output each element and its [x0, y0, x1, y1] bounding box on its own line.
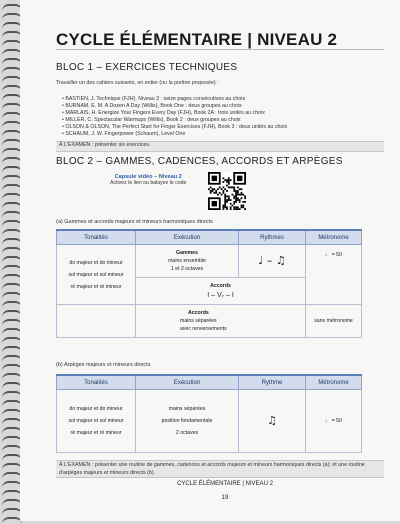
list-item: • MILLER, C. Spectacular Warmups (Willis), Book 2 : deux groupes au choix	[62, 117, 241, 123]
table-b	[56, 374, 362, 453]
column-header: Rythme	[239, 375, 306, 390]
column-header: Exécution	[136, 230, 239, 245]
column-header: Tonalités	[57, 230, 136, 245]
table-row	[57, 305, 362, 338]
page-title: CYCLE ÉLÉMENTAIRE | NIVEAU 2	[56, 30, 338, 49]
qr-code-icon[interactable]	[208, 172, 246, 210]
column-header: Tonalités	[57, 375, 136, 390]
bloc2-heading: BLOC 2 – GAMMES, CADENCES, ACCORDS ET ARPÈGES	[56, 156, 343, 167]
spiral-coil	[2, 58, 22, 65]
table-header-row	[57, 375, 362, 390]
spiral-coil	[2, 166, 22, 173]
list-item: • BASTIEN, J. Technique (FJH), Niveau 2 : seize pages consécutives au choix	[62, 96, 246, 102]
spiral-coil	[2, 76, 22, 83]
spiral-coil	[2, 481, 22, 488]
list-item: • SCHAUM, J. W. Fingerpower (Schaum), Level One	[62, 131, 186, 137]
rhythm-cell: ♫	[239, 390, 306, 453]
spiral-coil	[2, 319, 22, 326]
spiral-coil	[2, 220, 22, 227]
bloc1-list	[62, 96, 382, 138]
spiral-coil	[2, 184, 22, 191]
column-header: Rythmes	[239, 230, 306, 245]
spiral-coil	[2, 103, 22, 110]
spiral-coil	[2, 445, 22, 452]
spiral-coil	[2, 328, 22, 335]
table-a	[56, 229, 362, 338]
spiral-coil	[2, 22, 22, 29]
gammes-cell: Gammes mains ensemble 1 et 2 octaves	[136, 245, 239, 278]
spiral-coil	[2, 418, 22, 425]
bloc1-intro: Travailler un des cahiers suivants, en entier (ou la portion proposée) :	[56, 80, 219, 86]
spiral-coil	[2, 247, 22, 254]
spiral-coil	[2, 274, 22, 281]
column-header: Métronome	[306, 230, 362, 245]
spiral-coil	[2, 400, 22, 407]
spiral-coil	[2, 310, 22, 317]
spiral-coil	[2, 256, 22, 263]
spiral-coil	[2, 49, 22, 56]
title-divider	[56, 49, 384, 50]
spiral-coil	[2, 202, 22, 209]
capsule-title[interactable]: Capsule vidéo – Niveau 2	[114, 174, 182, 180]
metronome-cell: ♩ = 50	[306, 245, 362, 305]
spiral-coil	[2, 85, 22, 92]
spiral-coil	[2, 301, 22, 308]
bloc2-exam-note: À L'EXAMEN : présenter une routine de gammes, cadences et accords majeurs et mineurs harmoniques directs (a); et une routine d'arpèges majeurs et mineurs directs (b).	[56, 460, 384, 478]
spiral-coil	[2, 373, 22, 380]
list-item: • BURNAM, E. M. A Dozen A Day (Willis), Book One : deux groupes au choix	[62, 103, 242, 109]
spiral-coil	[2, 229, 22, 236]
spiral-coil	[2, 193, 22, 200]
table-row	[57, 390, 362, 453]
spiral-coil	[2, 148, 22, 155]
spiral-coil	[2, 211, 22, 218]
spiral-coil	[2, 364, 22, 371]
column-header: Métronome	[306, 375, 362, 390]
spiral-coil	[2, 238, 22, 245]
spiral-coil	[2, 355, 22, 362]
table-b-caption: (b) Arpèges majeurs et mineurs directs	[56, 362, 151, 368]
metronome-cell: sans métronome	[306, 305, 362, 338]
metronome-cell: ♩ = 50	[306, 390, 362, 453]
spiral-coil	[2, 67, 22, 74]
spiral-coil	[2, 436, 22, 443]
list-item: • OLSON & OLSON, The Perfect Start for Finger Exercises (FJH), Book 3 : deux unités au choix	[62, 124, 288, 130]
spiral-coil	[2, 157, 22, 164]
video-capsule[interactable]	[110, 174, 186, 186]
spiral-coil	[2, 112, 22, 119]
spiral-coil	[2, 139, 22, 146]
spiral-coil	[2, 265, 22, 272]
footer-label: CYCLE ÉLÉMENTAIRE | NIVEAU 2	[177, 481, 273, 487]
spiral-coil	[2, 409, 22, 416]
table-a-caption: (a) Gammes et accords majeurs et mineurs harmoniques directs	[56, 219, 213, 225]
rhythm-cell: ♩ – ♫	[239, 245, 306, 278]
spiral-coil	[2, 40, 22, 47]
document-page	[20, 0, 400, 521]
capsule-subtitle: Activez le lien ou balayez le code	[110, 180, 187, 186]
spiral-coil	[2, 292, 22, 299]
list-item: • MARLAIS, H. Energize Your Fingers Every Day (FJH), Book 2A : trois unités au choix	[62, 110, 265, 116]
spiral-coil	[2, 508, 22, 515]
spiral-coil	[2, 337, 22, 344]
bloc1-exam-note: À L'EXAMEN : présenter six exercices.	[56, 141, 384, 152]
table-row	[57, 245, 362, 278]
spiral-coil	[2, 121, 22, 128]
accords-separees-cell: Accords mains séparées avec renversements	[136, 305, 306, 338]
spiral-coil	[2, 13, 22, 20]
spiral-coil	[2, 472, 22, 479]
spiral-coil	[2, 382, 22, 389]
execution-cell: mains séparées position fondamentale 2 octaves	[136, 390, 239, 453]
spiral-coil	[2, 463, 22, 470]
spiral-coil	[2, 31, 22, 38]
column-header: Exécution	[136, 375, 239, 390]
bloc1-heading: BLOC 1 – EXERCICES TECHNIQUES	[56, 62, 238, 73]
spiral-coil	[2, 427, 22, 434]
spiral-coil	[2, 499, 22, 506]
spiral-coil	[2, 130, 22, 137]
accords-cell: Accords I – V₇ – I	[136, 278, 306, 305]
spiral-coil	[2, 4, 22, 11]
spiral-coil	[2, 346, 22, 353]
spiral-coil	[2, 391, 22, 398]
spiral-coil	[2, 175, 22, 182]
spiral-coil	[2, 283, 22, 290]
spiral-coil	[2, 94, 22, 101]
tonalites-cell: do majeur et do mineur sol majeur et sol mineur ré majeur et ré mineur	[57, 390, 136, 453]
spiral-coil	[2, 490, 22, 497]
spiral-coil	[2, 454, 22, 461]
table-header-row	[57, 230, 362, 245]
page-number: 19	[221, 495, 229, 501]
tonalites-cell: do majeur et do mineur sol majeur et sol mineur ré majeur et ré mineur	[57, 245, 136, 305]
